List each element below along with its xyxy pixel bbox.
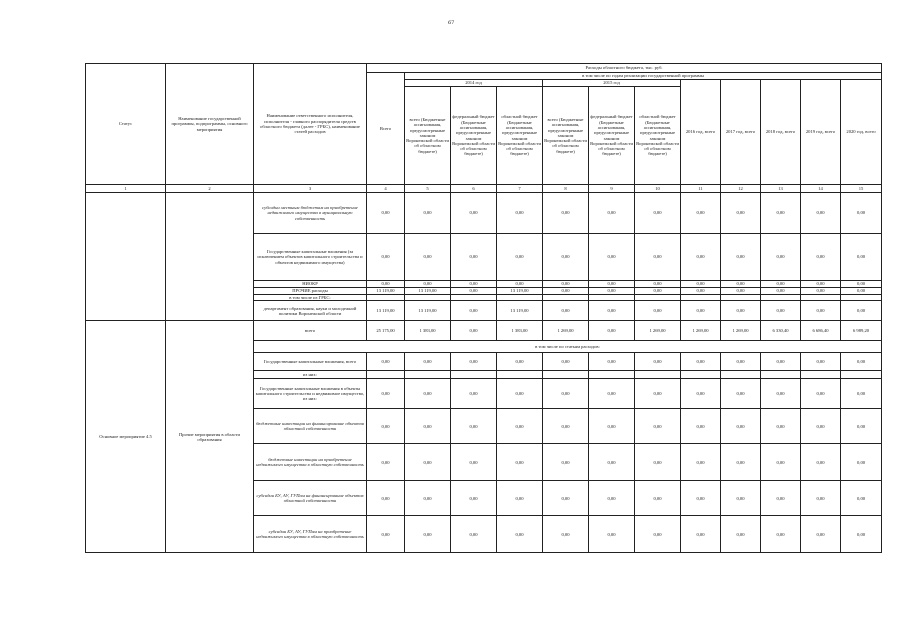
column-number: 1 bbox=[86, 185, 166, 193]
value-cell: 0,00 bbox=[681, 234, 721, 281]
value-cell bbox=[367, 371, 405, 379]
value-cell: 0,00 bbox=[635, 193, 681, 234]
value-cell: 0,00 bbox=[367, 353, 405, 371]
value-cell: 13 119,00 bbox=[405, 301, 451, 321]
value-cell: 13 119,00 bbox=[367, 288, 405, 295]
value-cell: 0,00 bbox=[635, 379, 681, 409]
program-cell bbox=[166, 288, 254, 295]
value-cell: 0,00 bbox=[681, 301, 721, 321]
total-value-cell: 0,00 bbox=[451, 321, 497, 341]
value-cell: 0,00 bbox=[635, 281, 681, 288]
value-cell: 0,00 bbox=[497, 516, 543, 553]
row-label: НИОКР bbox=[254, 281, 367, 288]
column-number: 15 bbox=[841, 185, 882, 193]
value-cell: 0,00 bbox=[801, 353, 841, 371]
row-label: в том числе из ГРБС: bbox=[254, 295, 367, 301]
value-cell: 0,00 bbox=[497, 409, 543, 444]
column-number: 7 bbox=[497, 185, 543, 193]
value-cell: 0,00 bbox=[761, 379, 801, 409]
value-cell: 0,00 bbox=[543, 193, 589, 234]
header-executor: Наименование ответственного исполнителя, исполнителя - главного распорядителя средств областного бюджета (далее - ГРБС), наименование статей расходов bbox=[254, 64, 367, 185]
value-cell: 0,00 bbox=[589, 409, 635, 444]
value-cell: 0,00 bbox=[367, 409, 405, 444]
value-cell: 0,00 bbox=[543, 379, 589, 409]
column-numbers-row bbox=[86, 185, 882, 193]
column-number: 3 bbox=[254, 185, 367, 193]
value-cell: 0,00 bbox=[635, 516, 681, 553]
value-cell: 0,00 bbox=[589, 353, 635, 371]
column-number: 14 bbox=[801, 185, 841, 193]
status-cell bbox=[86, 193, 166, 234]
table-row bbox=[86, 301, 882, 321]
column-number: 13 bbox=[761, 185, 801, 193]
value-cell: 0,00 bbox=[801, 234, 841, 281]
value-cell: 0,00 bbox=[451, 234, 497, 281]
table-row bbox=[86, 193, 882, 234]
value-cell: 0,00 bbox=[367, 379, 405, 409]
value-cell: 0,00 bbox=[543, 444, 589, 481]
column-number: 5 bbox=[405, 185, 451, 193]
value-cell: 0,00 bbox=[721, 444, 761, 481]
value-cell: 0,00 bbox=[721, 281, 761, 288]
value-cell bbox=[497, 371, 543, 379]
column-number: 9 bbox=[589, 185, 635, 193]
value-cell bbox=[589, 371, 635, 379]
value-cell: 0,00 bbox=[761, 409, 801, 444]
value-cell: 0,00 bbox=[367, 481, 405, 516]
header-program-name: Наименование государственной программы, подпрограммы, основного мероприятия bbox=[166, 64, 254, 185]
value-cell: 0,00 bbox=[543, 481, 589, 516]
header-2015-total: всего (Бюджетные ассигнования, предусмотренные законом Воронежской области об областном бюджете) bbox=[543, 87, 589, 185]
status-cell bbox=[86, 281, 166, 288]
value-cell: 0,00 bbox=[635, 301, 681, 321]
value-cell: 0,00 bbox=[841, 353, 882, 371]
total-value-cell: 1 269,00 bbox=[543, 321, 589, 341]
main-event-total-label: всего bbox=[254, 321, 367, 341]
value-cell: 0,00 bbox=[841, 288, 882, 295]
value-cell: 0,00 bbox=[801, 379, 841, 409]
value-cell: 0,00 bbox=[841, 193, 882, 234]
header-2014-federal: федеральный бюджет (Бюджетные ассигнования, предусмотренные законом Воронежской области об областном бюджете) bbox=[451, 87, 497, 185]
value-cell: 0,00 bbox=[761, 516, 801, 553]
row-label: департамент образования, науки и молодежной политики Воронежской области bbox=[254, 301, 367, 321]
value-cell: 0,00 bbox=[405, 193, 451, 234]
status-cell bbox=[86, 301, 166, 321]
value-cell: 0,00 bbox=[367, 516, 405, 553]
value-cell: 0,00 bbox=[451, 409, 497, 444]
value-cell: 0,00 bbox=[635, 481, 681, 516]
row-label: Государственные капитальные вложения, всего bbox=[254, 353, 367, 371]
value-cell: 0,00 bbox=[543, 353, 589, 371]
value-cell: 0,00 bbox=[761, 281, 801, 288]
value-cell: 0,00 bbox=[681, 444, 721, 481]
header-2017: 2017 год, всего bbox=[721, 80, 761, 185]
value-cell: 0,00 bbox=[761, 481, 801, 516]
value-cell: 0,00 bbox=[801, 301, 841, 321]
value-cell: 0,00 bbox=[497, 353, 543, 371]
value-cell: 0,00 bbox=[367, 444, 405, 481]
value-cell: 0,00 bbox=[841, 516, 882, 553]
column-number: 6 bbox=[451, 185, 497, 193]
value-cell bbox=[681, 371, 721, 379]
value-cell: 0,00 bbox=[405, 234, 451, 281]
value-cell: 0,00 bbox=[451, 379, 497, 409]
total-value-cell: 6 330,40 bbox=[761, 321, 801, 341]
value-cell: 0,00 bbox=[405, 353, 451, 371]
main-event-status: Основное мероприятие 4.5 bbox=[86, 321, 166, 553]
total-value-cell: 0,00 bbox=[589, 321, 635, 341]
value-cell: 0,00 bbox=[721, 353, 761, 371]
value-cell: 0,00 bbox=[635, 409, 681, 444]
value-cell: 0,00 bbox=[543, 301, 589, 321]
value-cell: 0,00 bbox=[721, 301, 761, 321]
value-cell bbox=[543, 371, 589, 379]
value-cell: 13 119,00 bbox=[367, 301, 405, 321]
value-cell: 0,00 bbox=[721, 409, 761, 444]
value-cell: 0,00 bbox=[367, 193, 405, 234]
value-cell: 0,00 bbox=[543, 281, 589, 288]
total-value-cell: 1 383,00 bbox=[405, 321, 451, 341]
header-2015-regional: областной бюджет (Бюджетные ассигнования, предусмотренные законом Воронежской области об областном бюджете) bbox=[635, 87, 681, 185]
main-event-total-row bbox=[86, 321, 882, 341]
value-cell bbox=[841, 371, 882, 379]
value-cell: 0,00 bbox=[801, 193, 841, 234]
value-cell: 0,00 bbox=[367, 281, 405, 288]
header-2014-total: всего (Бюджетные ассигнования, предусмотренные законом Воронежской области об областном бюджете) bbox=[405, 87, 451, 185]
value-cell: 0,00 bbox=[801, 481, 841, 516]
row-label: субсидии БУ, АУ, ГУПам на приобретение недвижимого имущества в областную собственность bbox=[254, 516, 367, 553]
value-cell: 0,00 bbox=[451, 516, 497, 553]
value-cell: 0,00 bbox=[801, 281, 841, 288]
header-status: Статус bbox=[86, 64, 166, 185]
value-cell: 0,00 bbox=[681, 288, 721, 295]
value-cell: 0,00 bbox=[405, 481, 451, 516]
column-number: 4 bbox=[367, 185, 405, 193]
value-cell: 0,00 bbox=[681, 379, 721, 409]
value-cell bbox=[761, 371, 801, 379]
row-label: бюджетные инвестиции на приобретение недвижимого имущества в областную собственность bbox=[254, 444, 367, 481]
value-cell: 0,00 bbox=[497, 234, 543, 281]
row-label: ПРОЧИЕ расходы bbox=[254, 288, 367, 295]
value-cell: 0,00 bbox=[681, 516, 721, 553]
value-cell: 13 119,00 bbox=[497, 301, 543, 321]
status-cell bbox=[86, 288, 166, 295]
value-cell: 0,00 bbox=[841, 234, 882, 281]
value-cell: 0,00 bbox=[801, 516, 841, 553]
header-2014-regional: областной бюджет (Бюджетные ассигнования, предусмотренные законом Воронежской области об областном бюджете) bbox=[497, 87, 543, 185]
value-cell: 0,00 bbox=[589, 281, 635, 288]
value-cell: 0,00 bbox=[405, 409, 451, 444]
header-by-years: в том числе по годам реализации государственной программы bbox=[405, 73, 882, 80]
column-number: 10 bbox=[635, 185, 681, 193]
column-number: 8 bbox=[543, 185, 589, 193]
value-cell: 0,00 bbox=[497, 281, 543, 288]
column-number: 2 bbox=[166, 185, 254, 193]
value-cell: 0,00 bbox=[721, 234, 761, 281]
value-cell: 0,00 bbox=[761, 444, 801, 481]
header-year-2015: 2015 год bbox=[543, 80, 681, 87]
value-cell: 0,00 bbox=[841, 444, 882, 481]
value-cell: 0,00 bbox=[841, 481, 882, 516]
value-cell: 0,00 bbox=[635, 234, 681, 281]
program-cell bbox=[166, 193, 254, 234]
table-row bbox=[86, 234, 882, 281]
value-cell: 0,00 bbox=[841, 379, 882, 409]
header-2015-federal: федеральный бюджет (Бюджетные ассигнования, предусмотренные законом Воронежской области об областном бюджете) bbox=[589, 87, 635, 185]
value-cell: 0,00 bbox=[589, 516, 635, 553]
total-value-cell: 6 989,20 bbox=[841, 321, 882, 341]
status-cell bbox=[86, 234, 166, 281]
value-cell: 0,00 bbox=[761, 288, 801, 295]
total-value-cell: 1 269,00 bbox=[681, 321, 721, 341]
value-cell: 0,00 bbox=[367, 234, 405, 281]
row-label: Государственные капитальные вложения (за исключением объектов капитального строительства и объектов недвижимого имущества) bbox=[254, 234, 367, 281]
row-label: из них: bbox=[254, 371, 367, 379]
header-budget-title: Расходы областного бюджета, тыс. руб. bbox=[367, 64, 882, 73]
header-2018: 2018 год, всего bbox=[761, 80, 801, 185]
by-articles-label: в том числе по статьям расходов: bbox=[254, 341, 882, 353]
value-cell bbox=[635, 371, 681, 379]
program-cell bbox=[166, 234, 254, 281]
value-cell: 0,00 bbox=[721, 288, 761, 295]
value-cell: 0,00 bbox=[589, 301, 635, 321]
total-value-cell: 1 383,00 bbox=[497, 321, 543, 341]
value-cell: 0,00 bbox=[721, 379, 761, 409]
value-cell: 0,00 bbox=[841, 409, 882, 444]
value-cell: 0,00 bbox=[761, 301, 801, 321]
value-cell: 0,00 bbox=[589, 444, 635, 481]
value-cell: 0,00 bbox=[761, 353, 801, 371]
table-row bbox=[86, 288, 882, 295]
value-cell: 0,00 bbox=[451, 301, 497, 321]
row-label: бюджетные инвестиции на финансирование объектов областной собственности bbox=[254, 409, 367, 444]
row-label: субсидии БУ, АУ, ГУПам на финансирование объектов областной собственности bbox=[254, 481, 367, 516]
program-cell bbox=[166, 281, 254, 288]
value-cell: 0,00 bbox=[451, 193, 497, 234]
value-cell: 0,00 bbox=[589, 481, 635, 516]
value-cell: 0,00 bbox=[543, 516, 589, 553]
main-event-name: Прочие мероприятия в области образования bbox=[166, 321, 254, 553]
header-2019: 2019 год, всего bbox=[801, 80, 841, 185]
column-number: 12 bbox=[721, 185, 761, 193]
value-cell: 0,00 bbox=[635, 288, 681, 295]
column-number: 11 bbox=[681, 185, 721, 193]
value-cell: 0,00 bbox=[589, 234, 635, 281]
value-cell: 13 119,00 bbox=[497, 288, 543, 295]
value-cell: 0,00 bbox=[405, 516, 451, 553]
total-value-cell: 25 175,00 bbox=[367, 321, 405, 341]
total-value-cell: 1 269,00 bbox=[721, 321, 761, 341]
value-cell: 0,00 bbox=[801, 444, 841, 481]
value-cell bbox=[451, 371, 497, 379]
total-value-cell: 1 269,00 bbox=[635, 321, 681, 341]
header-2016: 2016 год, всего bbox=[681, 80, 721, 185]
value-cell: 0,00 bbox=[841, 301, 882, 321]
total-value-cell: 6 686,40 bbox=[801, 321, 841, 341]
value-cell: 0,00 bbox=[681, 481, 721, 516]
value-cell: 0,00 bbox=[451, 481, 497, 516]
row-label: субсидии местным бюджетам на приобретение недвижимого имущества в муниципальную собственность bbox=[254, 193, 367, 234]
value-cell: 0,00 bbox=[801, 288, 841, 295]
value-cell: 0,00 bbox=[761, 193, 801, 234]
value-cell: 0,00 bbox=[681, 409, 721, 444]
program-cell bbox=[166, 301, 254, 321]
value-cell: 0,00 bbox=[405, 379, 451, 409]
value-cell: 0,00 bbox=[497, 481, 543, 516]
header-2020: 2020 год, всего bbox=[841, 80, 882, 185]
value-cell: 0,00 bbox=[589, 379, 635, 409]
value-cell: 0,00 bbox=[635, 353, 681, 371]
row-label: Государственные капитальные вложения в объекты капитального строительства и недвижимое имущество, из них: bbox=[254, 379, 367, 409]
value-cell: 0,00 bbox=[543, 234, 589, 281]
value-cell: 0,00 bbox=[497, 193, 543, 234]
header-year-2014: 2014 год bbox=[405, 80, 543, 87]
page-number: 67 bbox=[448, 20, 455, 26]
header-total: Всего bbox=[367, 73, 405, 185]
value-cell: 0,00 bbox=[761, 234, 801, 281]
value-cell: 0,00 bbox=[841, 281, 882, 288]
value-cell: 0,00 bbox=[721, 193, 761, 234]
value-cell: 0,00 bbox=[405, 444, 451, 481]
value-cell: 0,00 bbox=[451, 353, 497, 371]
value-cell bbox=[405, 371, 451, 379]
value-cell: 0,00 bbox=[589, 193, 635, 234]
value-cell: 13 119,00 bbox=[405, 288, 451, 295]
table-row bbox=[86, 281, 882, 288]
value-cell: 0,00 bbox=[681, 353, 721, 371]
value-cell: 0,00 bbox=[451, 288, 497, 295]
value-cell: 0,00 bbox=[589, 288, 635, 295]
value-cell: 0,00 bbox=[451, 444, 497, 481]
value-cell bbox=[801, 371, 841, 379]
budget-table bbox=[85, 63, 882, 553]
value-cell: 0,00 bbox=[405, 281, 451, 288]
value-cell: 0,00 bbox=[451, 281, 497, 288]
value-cell: 0,00 bbox=[543, 288, 589, 295]
value-cell: 0,00 bbox=[681, 193, 721, 234]
value-cell: 0,00 bbox=[721, 481, 761, 516]
value-cell: 0,00 bbox=[497, 379, 543, 409]
value-cell bbox=[721, 371, 761, 379]
value-cell: 0,00 bbox=[635, 444, 681, 481]
value-cell: 0,00 bbox=[497, 444, 543, 481]
value-cell: 0,00 bbox=[681, 281, 721, 288]
value-cell: 0,00 bbox=[801, 409, 841, 444]
value-cell: 0,00 bbox=[721, 516, 761, 553]
value-cell: 0,00 bbox=[543, 409, 589, 444]
